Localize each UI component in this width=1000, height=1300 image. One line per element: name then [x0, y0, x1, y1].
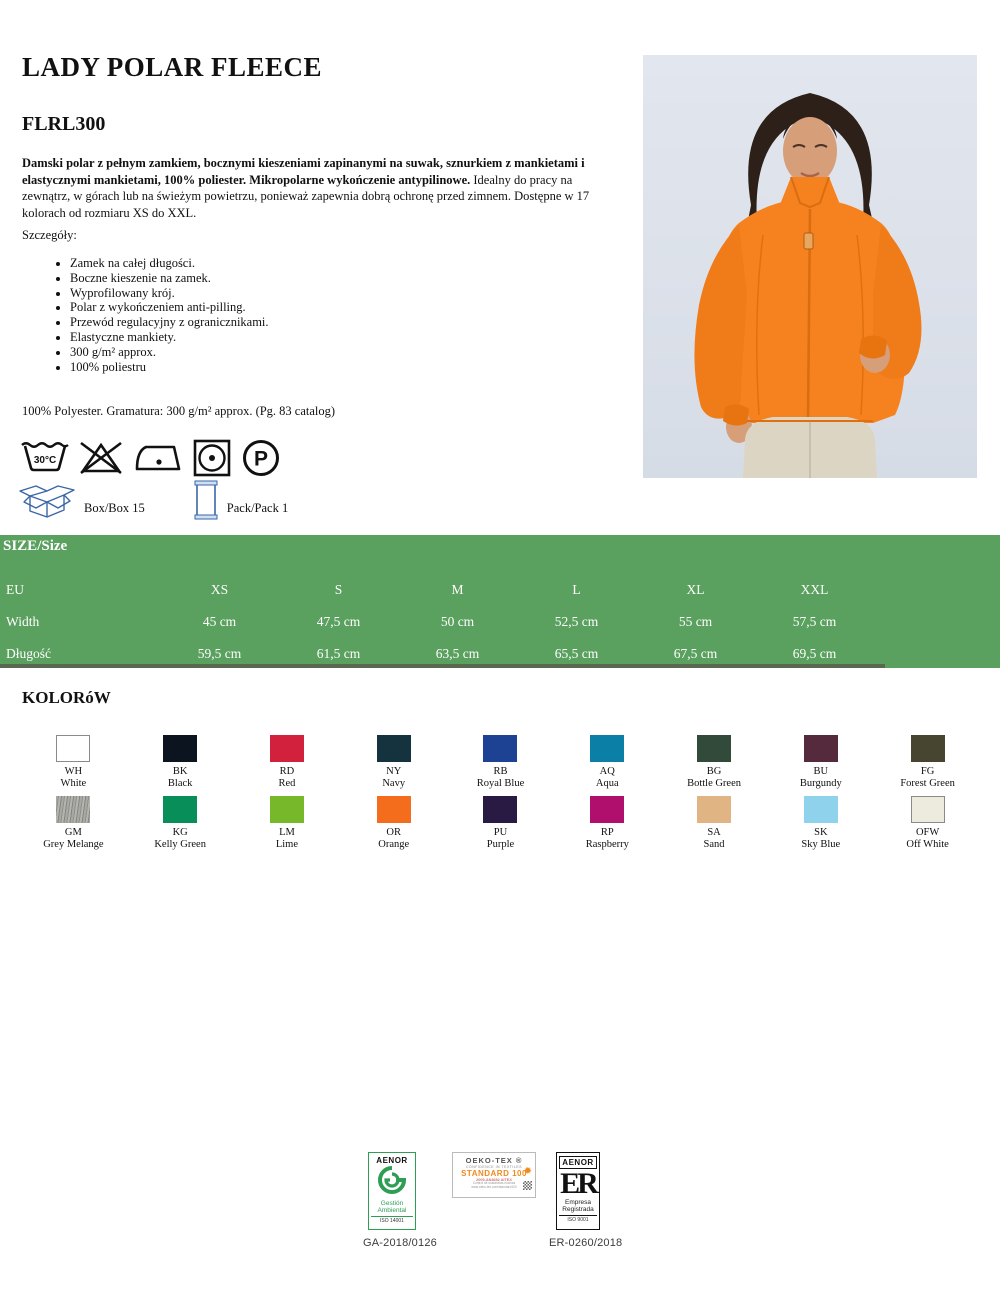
iron-one-dot-icon	[132, 437, 184, 477]
color-option	[447, 735, 554, 790]
color-swatch	[377, 735, 411, 762]
oeko-fineprint: Control de sustancias nocivas	[472, 1181, 516, 1185]
size-cell: 47,5 cm	[316, 614, 361, 629]
color-name: Burgundy	[799, 778, 842, 789]
aenor-ga-caption: GA-2018/0126	[363, 1237, 437, 1249]
oeko-qr-icon	[523, 1181, 532, 1190]
oeko-subtitle: CONFIDENCE IN TEXTILES	[465, 1165, 523, 1169]
size-table-header: SIZE/Size	[3, 538, 68, 554]
aenor-brand-text: AENOR	[559, 1156, 597, 1169]
color-code: BG	[706, 766, 722, 777]
color-name: Black	[167, 778, 193, 789]
size-table	[0, 535, 1000, 668]
list-item: • Polar z wykończeniem anti-pilling.	[70, 300, 269, 315]
color-option	[661, 735, 768, 790]
color-option	[554, 735, 661, 790]
size-row-label: Długość	[6, 646, 51, 661]
color-name: Lime	[275, 839, 299, 850]
size-row-label: Width	[6, 614, 40, 629]
size-table-bottom-border	[0, 664, 885, 668]
certifications	[0, 1148, 1000, 1278]
size-cell: 65,5 cm	[554, 646, 599, 661]
description-body: Idealny do pracy na zewnątrz, w górach lub na świeżym powietrzu, ponieważ zapewnia dobrą ochronę przed zimnem. Dostępne w 17 kolorach od rozmiaru XS do XXL.	[22, 172, 590, 220]
color-swatch	[270, 796, 304, 823]
color-name: Royal Blue	[476, 778, 525, 789]
size-cell: XXL	[800, 582, 829, 597]
page-title: LADY POLAR FLEECE	[22, 52, 323, 82]
size-cell: S	[334, 582, 343, 597]
color-swatch	[163, 796, 197, 823]
size-cell: 69,5 cm	[792, 646, 837, 661]
color-name: White	[60, 778, 87, 789]
box-label: Box/Box 15	[84, 501, 145, 515]
color-swatch	[697, 796, 731, 823]
color-name: Raspberry	[585, 839, 629, 850]
size-cell: 52,5 cm	[554, 614, 599, 629]
description-bold: Damski polar z pełnym zamkiem, bocznymi kieszeniami zapinanymi na suwak, sznurkiem z mankietami i elastycznymi mankietami, 100% poliester. Mikropolarne wykończenie antypilinowe.	[22, 156, 585, 187]
oeko-cert-number: 2009-AN4682 AITEX	[476, 1178, 512, 1182]
aenor-ga-logo	[368, 1152, 416, 1230]
list-item: • Zamek na całej długości.	[70, 256, 269, 271]
list-item: • Boczne kieszenie na zamek.	[70, 271, 269, 286]
aenor-er-logo	[556, 1152, 600, 1230]
color-option	[127, 735, 234, 790]
size-cell: 61,5 cm	[316, 646, 361, 661]
color-name: Red	[278, 778, 296, 789]
color-code: FG	[920, 766, 935, 777]
color-code: OR	[386, 827, 402, 838]
color-swatch	[804, 735, 838, 762]
color-code: RD	[279, 766, 295, 777]
color-name: Aqua	[595, 778, 619, 789]
wash-30c-icon	[20, 437, 70, 477]
aenor-er-iso: ISO 9001	[559, 1215, 597, 1223]
color-code: RB	[493, 766, 508, 777]
aenor-er-caption: ER-0260/2018	[549, 1237, 623, 1249]
color-option	[20, 796, 127, 851]
composition-line: 100% Polyester. Gramatura: 300 g/m² approx. (Pg. 83 catalog)	[22, 404, 336, 418]
color-option	[874, 735, 981, 790]
color-swatch	[56, 796, 90, 823]
size-cell: 55 cm	[678, 614, 713, 629]
color-option	[661, 796, 768, 851]
color-name: Navy	[382, 778, 406, 789]
color-swatch	[804, 796, 838, 823]
size-cell: L	[572, 582, 581, 597]
color-option	[234, 735, 341, 790]
aenor-ga-iso: ISO 14001	[371, 1216, 413, 1224]
color-code: GM	[64, 827, 82, 838]
color-option	[874, 796, 981, 851]
color-option	[554, 796, 661, 851]
pack-label: Pack/Pack 1	[226, 501, 289, 515]
color-swatch	[590, 796, 624, 823]
color-name: Orange	[378, 839, 410, 850]
care-symbols	[20, 437, 282, 477]
color-code: PU	[493, 827, 508, 838]
size-row-label: EU	[6, 582, 24, 597]
color-grid	[20, 735, 981, 851]
product-code: FLRL300	[22, 113, 106, 135]
color-swatch	[377, 796, 411, 823]
size-cell: 45 cm	[202, 614, 237, 629]
color-code: SA	[707, 827, 721, 838]
color-code: OFW	[915, 827, 940, 838]
svg-text:30°C: 30°C	[33, 455, 57, 466]
color-name: Grey Melange	[43, 839, 104, 850]
size-cell: 63,5 cm	[435, 646, 480, 661]
size-cell: 50 cm	[440, 614, 475, 629]
color-code: NY	[386, 766, 402, 777]
color-option	[340, 735, 447, 790]
color-name: Bottle Green	[687, 778, 742, 789]
product-photo	[643, 55, 977, 478]
size-cell: 67,5 cm	[673, 646, 718, 661]
size-cell: 59,5 cm	[197, 646, 242, 661]
color-option	[127, 796, 234, 851]
color-option	[340, 796, 447, 851]
color-code: RP	[600, 827, 614, 838]
size-table-grid	[0, 574, 1000, 670]
color-name: Forest Green	[900, 778, 955, 789]
color-name: Sand	[703, 839, 725, 850]
color-code: SK	[814, 827, 828, 838]
packaging-row	[18, 480, 288, 520]
color-code: WH	[64, 766, 83, 777]
details-list	[70, 256, 269, 374]
aenor-ga-tagline: Gestión	[380, 1200, 404, 1207]
color-name: Purple	[486, 839, 515, 850]
oeko-sun-icon: ✹	[523, 1166, 532, 1177]
oeko-tex-label	[452, 1152, 536, 1198]
color-code: BK	[172, 766, 188, 777]
oeko-brand-text: OEKO-TEX ®	[465, 1156, 523, 1165]
dry-clean-p-icon	[240, 437, 282, 477]
model-illustration	[643, 55, 977, 478]
oeko-fineprint: www.oeko-tex.com/standard100	[471, 1184, 517, 1189]
aenor-brand-text: AENOR	[376, 1156, 408, 1165]
aenor-er-tagline: Empresa	[564, 1199, 591, 1206]
size-cell: XL	[686, 582, 705, 597]
pack-icon	[193, 480, 219, 520]
size-cell: 57,5 cm	[792, 614, 837, 629]
box-icon	[18, 482, 76, 520]
color-option	[447, 796, 554, 851]
size-cell: M	[451, 582, 464, 597]
do-not-bleach-icon	[77, 437, 125, 477]
color-swatch	[163, 735, 197, 762]
product-description	[22, 155, 622, 221]
color-option	[767, 796, 874, 851]
color-code: KG	[172, 827, 188, 838]
color-option	[234, 796, 341, 851]
size-cell: XS	[210, 582, 229, 597]
color-swatch	[911, 796, 945, 823]
color-swatch	[483, 796, 517, 823]
color-name: Off White	[906, 839, 949, 850]
color-code: BU	[813, 766, 829, 777]
oeko-standard-text: STANDARD 100	[461, 1169, 527, 1178]
list-item: • Elastyczne mankiety.	[70, 330, 269, 345]
color-code: LM	[279, 827, 295, 838]
color-code: AQ	[599, 766, 615, 777]
color-name: Sky Blue	[801, 839, 841, 850]
list-item: • Przewód regulacyjny z ogranicznikami.	[70, 315, 269, 330]
tumble-dry-icon	[191, 437, 233, 477]
aenor-er-monogram: ER	[560, 1167, 596, 1200]
svg-text:P: P	[253, 447, 269, 471]
details-label: Szczegóły:	[22, 228, 77, 242]
color-option	[767, 735, 874, 790]
color-swatch	[590, 735, 624, 762]
color-swatch	[697, 735, 731, 762]
aenor-ga-monogram-icon	[377, 1165, 407, 1195]
color-option	[20, 735, 127, 790]
list-item: • Wyprofilowany krój.	[70, 286, 269, 301]
list-item: • 100% poliestru	[70, 360, 269, 375]
color-swatch	[483, 735, 517, 762]
aenor-er-tagline: Registrada	[562, 1206, 594, 1213]
aenor-ga-tagline: Ambiental	[377, 1207, 407, 1214]
color-name: Kelly Green	[154, 839, 206, 850]
color-swatch	[911, 735, 945, 762]
color-swatch	[56, 735, 90, 762]
list-item: • 300 g/m² approx.	[70, 345, 269, 360]
colors-heading: KOLORóW	[22, 688, 111, 707]
color-swatch	[270, 735, 304, 762]
